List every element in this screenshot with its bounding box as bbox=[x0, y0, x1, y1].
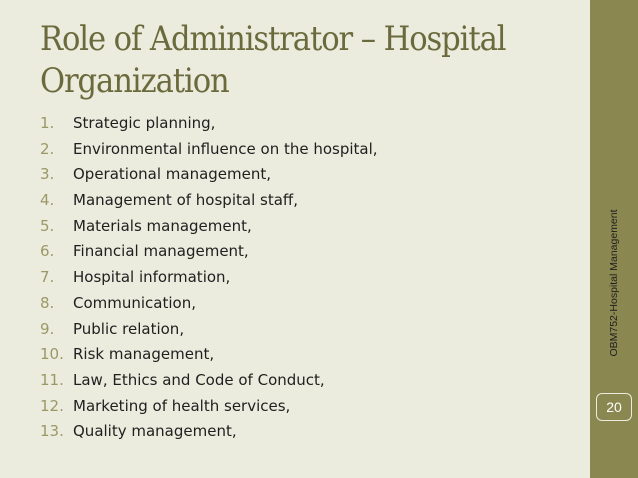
list-item-number: 8. bbox=[40, 293, 55, 312]
list-item bbox=[40, 422, 378, 448]
list-item-text: Operational management, bbox=[73, 165, 272, 184]
list-item bbox=[40, 165, 378, 191]
list-item bbox=[40, 268, 378, 294]
list-item-text: Law, Ethics and Code of Conduct, bbox=[73, 370, 325, 389]
responsibility-list bbox=[40, 114, 378, 448]
list-item-number: 5. bbox=[40, 216, 55, 235]
list-item-text: Marketing of health services, bbox=[73, 396, 291, 415]
course-label: OBM752-Hospital Management bbox=[608, 209, 620, 357]
list-item bbox=[40, 294, 378, 320]
list-item-text: Materials management, bbox=[73, 216, 252, 235]
list-item bbox=[40, 320, 378, 346]
list-item-number: 3. bbox=[40, 165, 55, 184]
list-item-text: Environmental influence on the hospital, bbox=[73, 139, 378, 158]
list-item-number: 11. bbox=[40, 370, 64, 389]
list-item-text: Management of hospital staff, bbox=[73, 191, 298, 210]
list-item-text: Public relation, bbox=[73, 319, 185, 338]
list-item-number: 9. bbox=[40, 319, 55, 338]
list-item bbox=[40, 140, 378, 166]
list-item-text: Risk management, bbox=[73, 345, 215, 364]
list-item bbox=[40, 191, 378, 217]
list-item-number: 1. bbox=[40, 114, 55, 132]
list-item-number: 7. bbox=[40, 268, 55, 287]
list-item-text: Financial management, bbox=[73, 242, 249, 261]
list-item bbox=[40, 217, 378, 243]
slide-title-line-2: Organization bbox=[40, 61, 229, 101]
list-item bbox=[40, 114, 378, 140]
list-item-number: 10. bbox=[40, 345, 64, 364]
list-item-text: Communication, bbox=[73, 293, 196, 312]
list-item-number: 13. bbox=[40, 422, 64, 441]
slide-title-line-1: Role of Administrator – Hospital bbox=[40, 19, 506, 59]
list-item-number: 4. bbox=[40, 191, 55, 210]
list-item-text: Quality management, bbox=[73, 422, 237, 441]
page-number: 20 bbox=[596, 393, 632, 421]
list-item bbox=[40, 242, 378, 268]
list-item bbox=[40, 345, 378, 371]
list-item-number: 12. bbox=[40, 396, 64, 415]
slide-title bbox=[40, 18, 517, 102]
list-item-number: 2. bbox=[40, 139, 55, 158]
list-item-text: Strategic planning, bbox=[73, 114, 216, 132]
list-item bbox=[40, 397, 378, 423]
list-item-text: Hospital information, bbox=[73, 268, 231, 287]
list-item-number: 6. bbox=[40, 242, 55, 261]
list-item bbox=[40, 371, 378, 397]
